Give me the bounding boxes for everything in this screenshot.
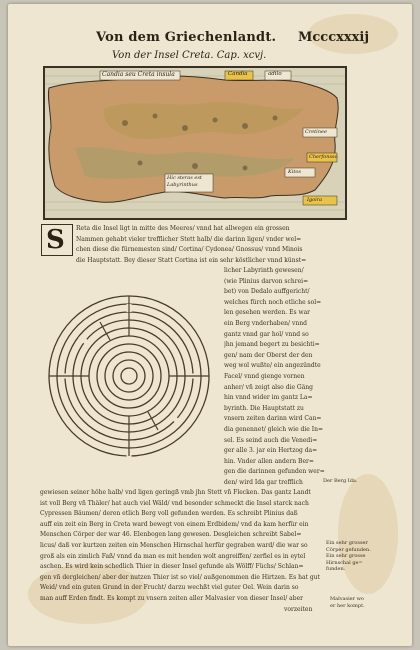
text-line: (wie Plinius darvon schrei= — [224, 277, 309, 285]
body-text-continuation — [40, 488, 320, 615]
text-line: gewiesen seiner höhe halb/ vnd ligen geringß vmb jhn Stett vñ Flecken. Das gantz Landt — [40, 489, 311, 496]
map-illustration — [45, 68, 345, 218]
text-line: licus/ daß vor kurtzen zeiten ein Menschen Hirnschal herfür gegraben ward/ die war so — [40, 541, 308, 549]
body-text-intro — [76, 224, 306, 266]
map-label: Kitos — [288, 169, 301, 175]
map-title-cartouche: Candia seu Creta insula — [102, 71, 175, 78]
margin-note-line: Ein sehr grosser — [326, 540, 368, 546]
text-line: Weid/ vnd ein guten Grund in der Frucht/ darzu wechßt viel guter Oel. Wein darin so — [40, 584, 299, 592]
margin-note-line: Malvasier wo — [330, 596, 364, 602]
text-line: ein Berg vnderhaben/ vnnd — [224, 319, 307, 327]
running-header: Von dem Griechenlandt. — [96, 30, 277, 45]
chapter-heading: Von der Insel Creta. Cap. xcvj. — [112, 50, 267, 61]
text-line: sel. Es seind auch die Venedi= — [224, 436, 318, 444]
margin-note-ida: Der Berg Ida. — [323, 478, 358, 484]
text-line: dia genennet/ gleich wie die In= — [224, 425, 324, 433]
page-number: Mcccxxxij — [298, 30, 370, 45]
margin-note-line: Ein sehr grosse — [326, 553, 366, 559]
map-label: Cherfonsso — [309, 154, 338, 160]
text-line: bet) von Dedalo auffgericht/ — [224, 288, 310, 296]
text-line: Nammen gehabt vieler trefflicher Stett halb/ die darinn ligen/ vnder wel= — [76, 235, 302, 243]
text-line: ist voll Berg vñ Thäler/ hat auch viel Wäld/ vnd besonder schmeckt die Insel starck nach — [40, 499, 309, 507]
map-label: Igoira — [307, 197, 323, 203]
labyrinth-woodcut — [40, 292, 218, 464]
labyrinth-illustration — [40, 292, 218, 460]
text-line: anher/ vñ zeigt also die Gäng — [224, 383, 313, 391]
body-text-column — [224, 266, 325, 488]
text-line: groß als ein zimlich Faß/ vnnd da man es mit henden wolt angreiffen/ zerfiel es in eytel — [40, 552, 306, 560]
text-line: gen/ nam der Oberst der den — [224, 351, 313, 359]
margin-note-line: funden. — [326, 566, 346, 572]
text-line: vorzeiten — [284, 605, 313, 613]
map-label: Cretinee — [305, 129, 327, 135]
text-line: auff ein zeit ein Berg in Creta ward bewegt von einem Erdbidem/ vnd da kam herfür ein — [40, 520, 309, 528]
text-line: die Hauptstatt. Bey dieser Statt Cortina ist ein sehr köstlicher vnnd künst= — [76, 256, 307, 264]
map-label: adilo — [268, 71, 282, 77]
text-line: gen vñ dergleichen/ aber der nutzen Thier ist so viel/ außgenommen die Hirtzen. Es hat gut — [40, 573, 320, 581]
text-line: byrinth. Die Hauptstatt zu — [224, 404, 304, 412]
text-line: gantz vnnd gar hol/ vnnd so — [224, 330, 309, 338]
text-line: Cypressen Bäumen/ deren etlich Berg voll gefunden werden. Es schreibt Plinius daß — [40, 510, 298, 518]
map-label-labyrinth: Hic steras est Labyrinthus — [167, 175, 202, 188]
margin-note-line: Hirnschal ge= — [326, 559, 363, 566]
text-line: Facel/ vnnd gienge vornen — [224, 372, 305, 380]
map-label-candia: Candia — [228, 71, 248, 77]
text-line: welches fürch noch etliche sol= — [224, 298, 322, 306]
text-line: chen diese die fürnemesten sind/ Cortina/ Cydonea/ Gnossus/ vnnd Minois — [76, 246, 303, 254]
margin-note-line: Cörper gefunden. — [326, 546, 371, 553]
text-line: Menschen Cörper der war 46. Elenbogen lang gewesen. Desgleichen schreibt Sabel= — [40, 531, 302, 539]
text-line: vnsern zeiten darinn wird Can= — [224, 415, 322, 423]
text-line: hin vnnd wider im gantz La= — [224, 394, 313, 402]
crete-map — [43, 66, 347, 220]
text-line: len gesehen werden. Es war — [224, 309, 311, 317]
text-line: ger alle 3. jar ein Hertzog da= — [224, 447, 318, 455]
margin-note-malvasier — [330, 596, 365, 609]
initial-letter: S — [46, 225, 65, 255]
decorated-initial — [41, 224, 73, 256]
text-line: weg wol wußte/ ein angezündte — [224, 362, 321, 370]
text-line: hin. Vnder allen andern Ber= — [224, 457, 314, 465]
paper-stain — [338, 474, 398, 594]
text-line: licher Labyrinth gewesen/ — [224, 267, 304, 274]
text-line: jhn jemand begert zu besichti= — [224, 341, 320, 349]
text-line: den/ wird Ida gar trefflich — [224, 478, 303, 486]
margin-note-line: er her kompt. — [330, 602, 365, 609]
text-line: Reta die Insel ligt in mitte des Meeres/ vnnd hat allwegen ein grossen — [76, 225, 290, 232]
text-line: gen die darinnen gefunden wer= — [224, 468, 325, 476]
text-line: aschen. Es wird kein schedlich Thier in dieser Insel gefunde als Wölff/ Füchs/ Schlan= — [40, 563, 304, 571]
margin-note-giant — [326, 540, 371, 573]
text-line: man auff Erden findt. Es kompt zu vnsern zeiten aller Malvasier von dieser Insel/ aber — [40, 594, 303, 602]
